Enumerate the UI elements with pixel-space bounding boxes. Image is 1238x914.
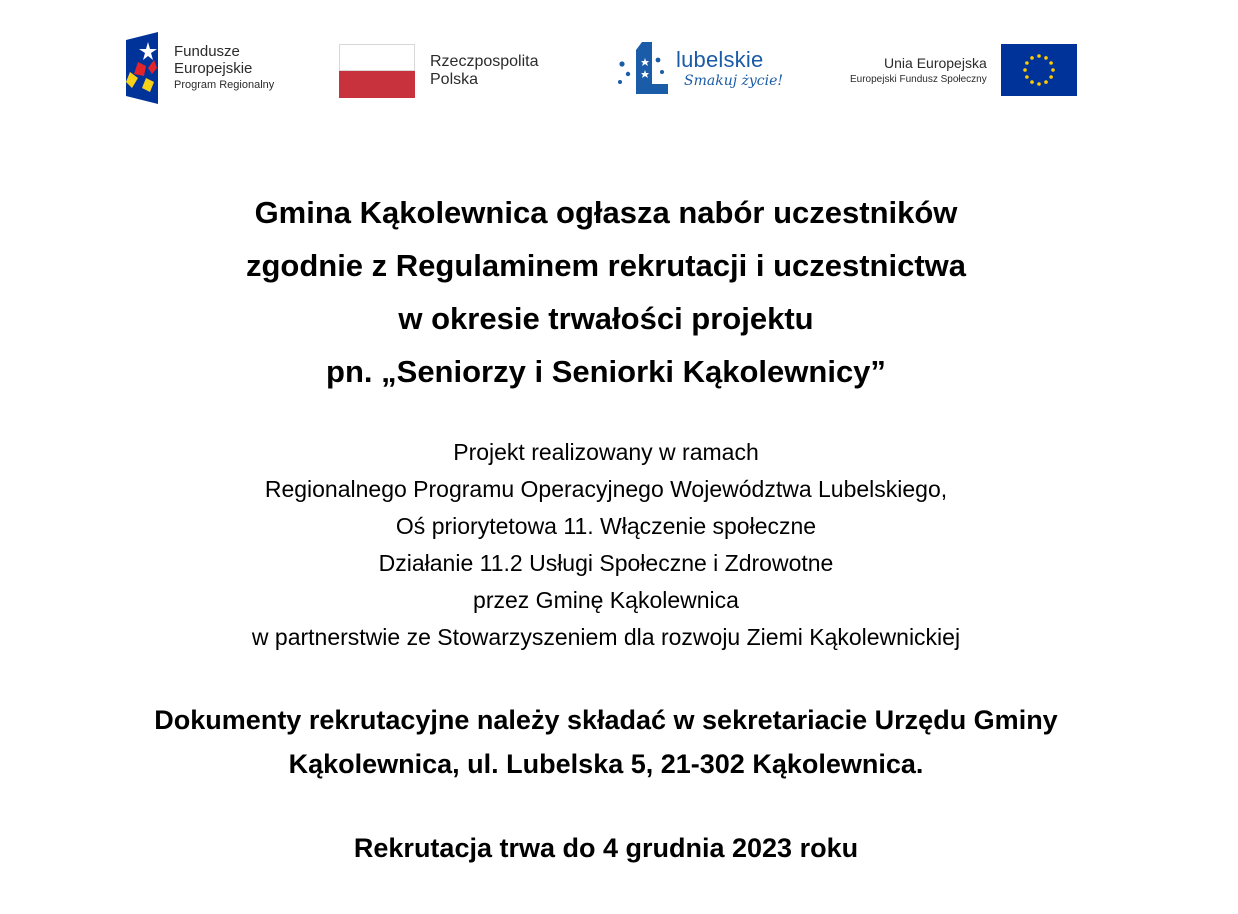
project-info-line: Projekt realizowany w ramach <box>453 439 759 465</box>
project-info <box>0 434 1212 656</box>
rzeczpospolita-line1: Rzeczpospolita <box>430 53 539 70</box>
polish-flag-icon <box>339 44 415 98</box>
rzeczpospolita-line2: Polska <box>430 71 479 88</box>
documents-line: Kąkolewnica, ul. Lubelska 5, 21-302 Kąkolewnica. <box>288 749 924 779</box>
project-info-line: Regionalnego Programu Operacyjnego Województwa Lubelskiego, <box>264 476 948 502</box>
unia-line2: Europejski Fundusz Społeczny <box>850 74 987 85</box>
logo-rzeczpospolita-polska <box>339 44 539 98</box>
logo-lubelskie <box>612 40 783 98</box>
title-line: zgodnie z Regulaminem rekrutacji i uczestnictwa <box>245 248 967 283</box>
fundusze-europejskie-star-icon <box>124 32 160 104</box>
project-info-line: Oś priorytetowa 11. Włączenie społeczne <box>395 513 817 539</box>
logo-fundusze-europejskie <box>124 32 274 104</box>
lubelskie-l-stars-icon <box>612 40 670 98</box>
announcement-title <box>0 186 1212 398</box>
fundusze-line2: Europejskie <box>174 60 253 77</box>
title-line: pn. „Seniorzy i Seniorki Kąkolewnicy” <box>326 354 886 389</box>
project-info-line: w partnerstwie ze Stowarzyszeniem dla rozwoju Ziemi Kąkolewnickiej <box>251 624 961 650</box>
title-line: w okresie trwałości projektu <box>398 301 814 336</box>
recruitment-deadline <box>0 826 1212 870</box>
unia-line1: Unia Europejska <box>884 55 987 71</box>
project-info-line: Działanie 11.2 Usługi Społeczne i Zdrowotne <box>378 550 834 576</box>
deadline-text: Rekrutacja trwa do 4 grudnia 2023 roku <box>353 833 859 863</box>
fundusze-line1: Fundusze <box>174 43 240 60</box>
fundusze-line3: Program Regionalny <box>174 79 275 91</box>
eu-flag-icon <box>1001 44 1077 96</box>
documents-line: Dokumenty rekrutacyjne należy składać w sekretariacie Urzędu Gminy <box>154 705 1058 735</box>
documents-info <box>0 698 1212 786</box>
lubelskie-name: lubelskie <box>676 47 764 72</box>
logo-unia-europejska <box>850 44 1077 96</box>
title-line: Gmina Kąkolewnica ogłasza nabór uczestników <box>254 195 958 230</box>
lubelskie-slogan: Smakuj życie! <box>684 73 784 89</box>
project-info-line: przez Gminę Kąkolewnica <box>473 587 739 613</box>
